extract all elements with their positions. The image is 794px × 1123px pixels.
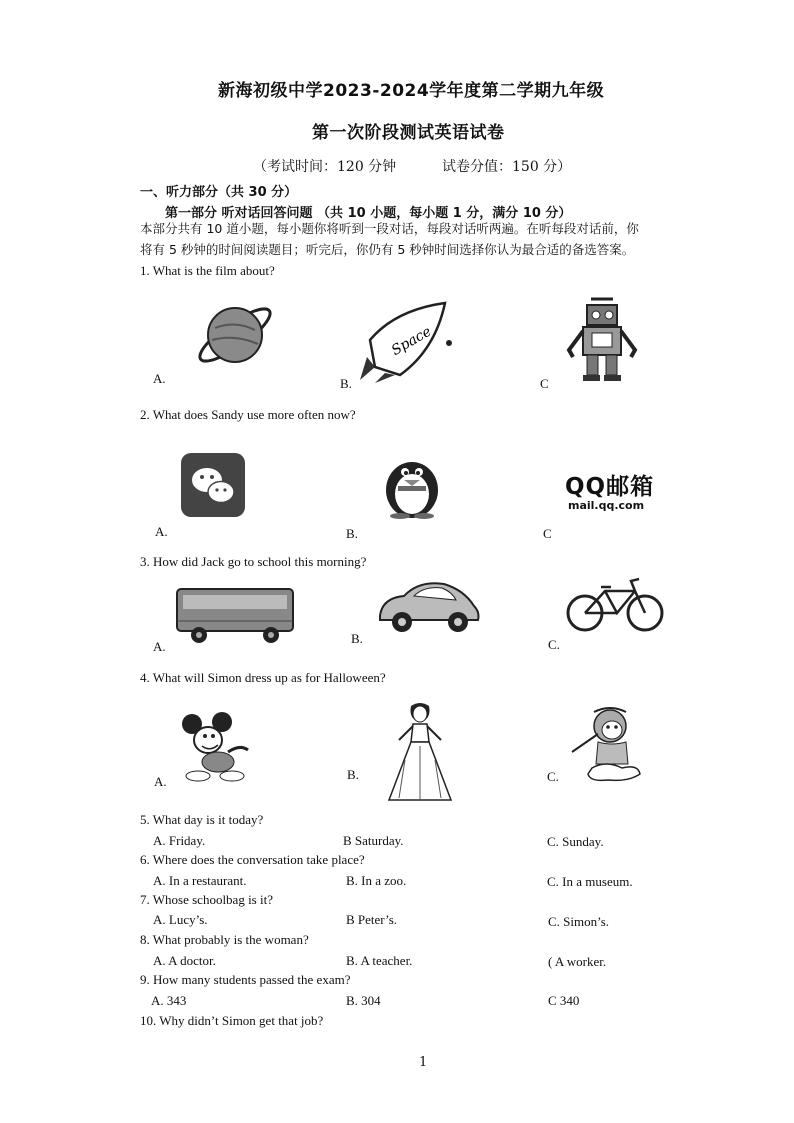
q8-option-c: ( A worker. [548, 954, 607, 969]
q7-option-b: B Peter’s. [346, 912, 398, 927]
q9-option-b: B. 304 [346, 993, 381, 1008]
snow-white-icon [385, 700, 455, 804]
question-8: 8. What probably is the woman? [140, 932, 309, 947]
question-2: 2. What does Sandy use more often now? [140, 407, 356, 422]
q6-option-a: A. In a restaurant. [153, 873, 247, 888]
question-6: 6. Where does the conversation take place? [140, 852, 365, 867]
q5-option-a: A. Friday. [153, 833, 206, 848]
q1-option-c: C [540, 376, 549, 391]
section-heading: 一、听力部分（共 30 分） [140, 185, 298, 200]
q4-option-a: A. [154, 774, 167, 789]
question-7: 7. Whose schoolbag is it? [140, 892, 273, 907]
q7-option-c: C. Simon’s. [548, 914, 610, 929]
q8-option-b: B. A teacher. [346, 953, 413, 968]
wechat-icon [180, 452, 246, 518]
instructions [140, 218, 700, 260]
instructions-line-2: 将有 5 秒钟的时间阅读题目；听完后，你仍有 5 秒钟时间选择你认为最合适的备选答案。 [140, 242, 635, 257]
bicycle-icon [565, 575, 665, 635]
exam-subtitle: 第一次阶段测试英语试卷 [312, 123, 505, 143]
question-4: 4. What will Simon dress up as for Halloween? [140, 670, 386, 685]
q5-option-c: C. Sunday. [547, 834, 604, 849]
q3-option-b: B. [351, 631, 363, 646]
exam-time: （考试时间：120 分钟 [253, 159, 397, 175]
exam-title: 新海初级中学2023-2024学年度第二学期九年级 [218, 81, 605, 101]
q2-option-a: A. [155, 524, 168, 539]
question-3: 3. How did Jack go to school this morning? [140, 554, 367, 569]
q4-option-c: C. [547, 769, 559, 784]
q4-option-b: B. [347, 767, 359, 782]
rocket-icon [355, 295, 465, 385]
page-number: 1 [419, 1055, 428, 1070]
rocket-label: Space [388, 323, 435, 359]
qq-penguin-icon [380, 450, 444, 520]
q6-option-b: B. In a zoo. [346, 873, 407, 888]
q1-option-b: B. [340, 376, 352, 391]
question-10: 10. Why didn’t Simon get that job? [140, 1013, 324, 1028]
q3-option-c: C. [548, 637, 560, 652]
q2-option-b: B. [346, 526, 358, 541]
question-9: 9. How many students passed the exam? [140, 972, 351, 987]
q3-option-a: A. [153, 639, 166, 654]
q9-option-a: A. 343 [151, 993, 187, 1008]
qq-mail-url: mail.qq.com [568, 499, 645, 512]
mickey-mouse-icon [178, 712, 254, 782]
qq-mail-logo: QQ邮箱 [565, 474, 655, 500]
q5-option-b: B Saturday. [343, 833, 404, 848]
planet-icon [190, 290, 280, 380]
exam-score: 试卷分值：150 分） [442, 159, 572, 175]
car-icon [374, 576, 482, 636]
robot-icon [565, 295, 640, 385]
q9-option-c: C 340 [548, 993, 580, 1008]
q7-option-a: A. Lucy’s. [153, 912, 208, 927]
bus-icon [175, 585, 295, 645]
q6-option-c: C. In a museum. [547, 874, 633, 889]
q2-option-c: C [543, 526, 552, 541]
monkey-king-icon [568, 702, 654, 786]
instructions-line-1: 本部分共有 10 道小题，每小题你将听到一段对话，每段对话听两遍。在听每段对话前，你 [140, 221, 639, 236]
question-1: 1. What is the film about? [140, 263, 275, 278]
part-heading: 第一部分 听对话回答问题 （共 10 小题，每小题 1 分，满分 10 分） [165, 206, 572, 221]
q8-option-a: A. A doctor. [153, 953, 216, 968]
question-5: 5. What day is it today? [140, 812, 264, 827]
q1-option-a: A. [153, 371, 166, 386]
